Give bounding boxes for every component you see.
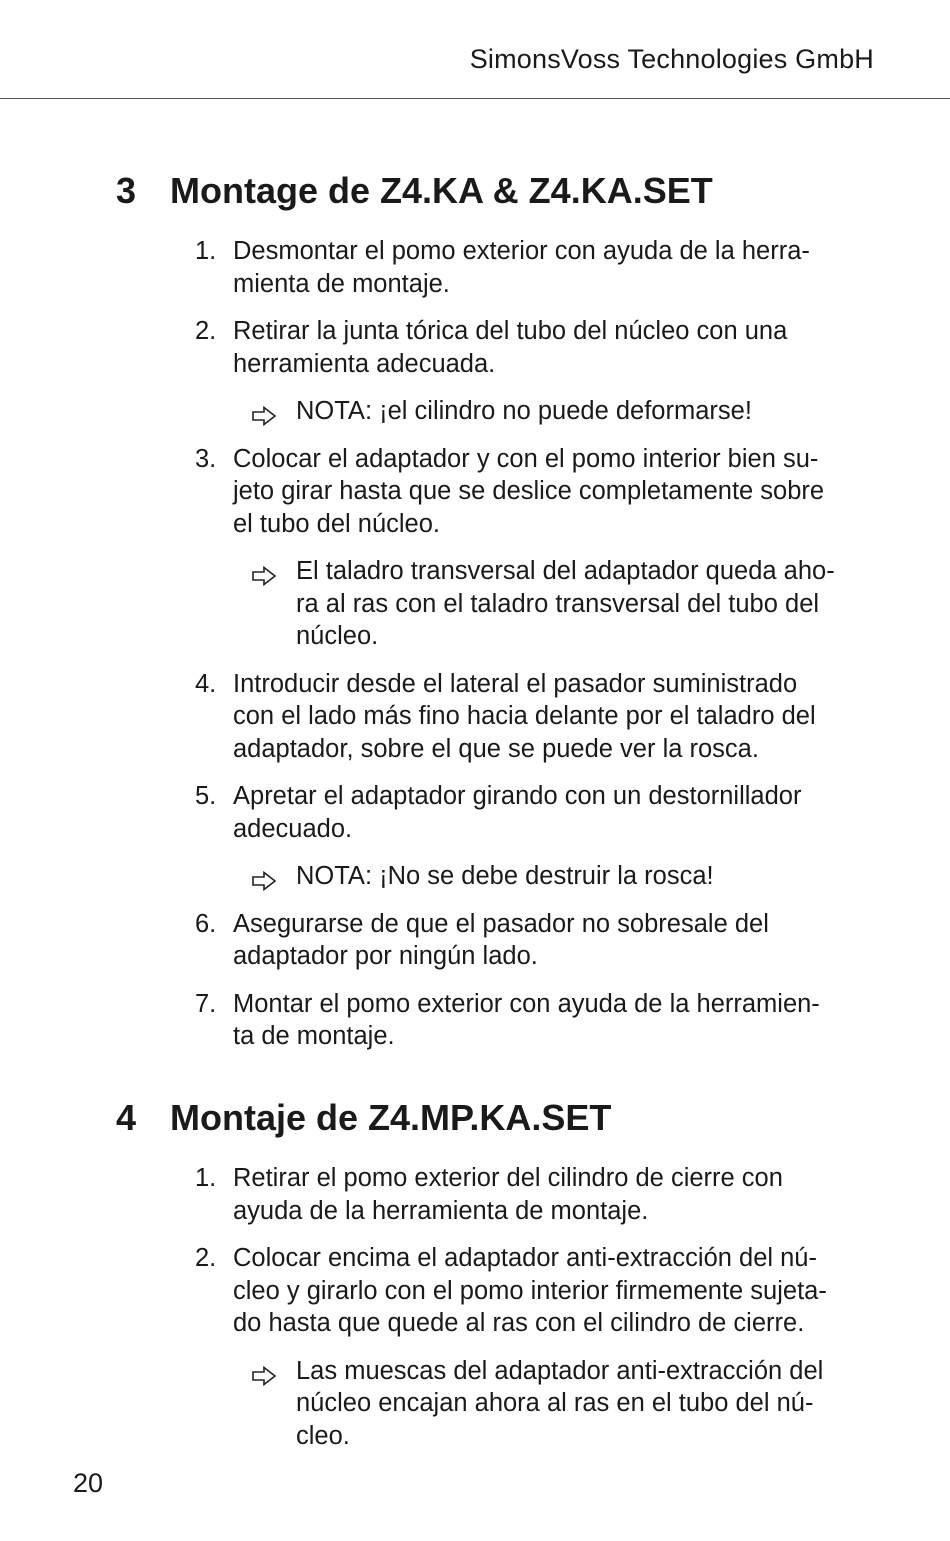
step-item xyxy=(0,780,893,845)
arrow-right-icon xyxy=(251,867,277,887)
section-number: 3 xyxy=(116,170,137,211)
arrow-right-icon xyxy=(251,402,277,422)
step-text: Asegurarse de que el pasador no sobresale del adaptador por ningún lado. xyxy=(233,909,769,970)
step-number: 5. xyxy=(195,782,217,810)
section-heading xyxy=(0,1097,950,1147)
step-item xyxy=(0,1162,893,1227)
note-item xyxy=(0,555,896,653)
step-number: 6. xyxy=(195,909,217,938)
step-text: Apretar el adaptador girando con un destornillador adecuado. xyxy=(233,782,802,843)
step-number: 1. xyxy=(195,1164,217,1192)
section-3 xyxy=(0,170,950,1053)
section-4 xyxy=(0,1097,950,1452)
page-number: 20 xyxy=(73,1468,104,1498)
note-item xyxy=(0,395,896,428)
step-text: Montar el pomo exterior con ayuda de la herramien- ta de montaje. xyxy=(233,989,820,1050)
step-item xyxy=(0,315,893,380)
section-number: 4 xyxy=(116,1097,137,1138)
step-item xyxy=(0,235,893,300)
step-item xyxy=(0,668,893,766)
step-text: Colocar encima el adaptador anti-extracción del nú- cleo y girarlo con el pomo interior firmemente sujeta- do hasta que quede al ras con el cilindro de cierre. xyxy=(233,1244,827,1337)
step-text: Desmontar el pomo exterior con ayuda de la herra- mienta de montaje. xyxy=(233,237,810,298)
section-title: Montage de Z4.KA & Z4.KA.SET xyxy=(170,170,713,211)
note-item xyxy=(0,860,896,893)
step-number: 1. xyxy=(195,237,217,265)
step-number: 7. xyxy=(195,989,217,1018)
section-title: Montaje de Z4.MP.KA.SET xyxy=(170,1097,612,1138)
note-text: NOTA: ¡No se debe destruir la rosca! xyxy=(296,862,714,890)
step-item xyxy=(0,443,893,541)
step-text: Introducir desde el lateral el pasador suministrado con el lado más fino hacia delante por el taladro del adaptador, sobre el que se puede ver la rosca. xyxy=(233,669,816,763)
note-text: El taladro transversal del adaptador queda aho- ra al ras con el taladro transversal del tubo del núcleo. xyxy=(296,557,835,650)
note-text: NOTA: ¡el cilindro no puede deformarse! xyxy=(296,397,752,425)
step-item xyxy=(0,908,893,973)
note-item xyxy=(0,1355,896,1453)
step-text: Retirar el pomo exterior del cilindro de cierre con ayuda de la herramienta de montaje. xyxy=(233,1164,783,1225)
note-text: Las muescas del adaptador anti-extracción del núcleo encajan ahora al ras en el tubo del nú- cleo. xyxy=(296,1356,824,1450)
step-number: 2. xyxy=(195,317,217,345)
step-item xyxy=(0,988,893,1053)
step-number: 2. xyxy=(195,1244,217,1272)
page-header xyxy=(0,0,950,99)
step-list xyxy=(0,235,950,1053)
step-number: 4. xyxy=(195,669,217,698)
step-text: Colocar el adaptador y con el pomo interior bien su- jeto girar hasta que se deslice completamente sobre el tubo del núcleo. xyxy=(233,444,825,538)
step-item xyxy=(0,1242,893,1340)
section-heading xyxy=(0,170,950,220)
arrow-right-icon xyxy=(251,1362,277,1382)
step-number: 3. xyxy=(195,444,217,473)
arrow-right-icon xyxy=(251,562,277,582)
step-text: Retirar la junta tórica del tubo del núcleo con una herramienta adecuada. xyxy=(233,317,788,378)
company-name: SimonsVoss Technologies GmbH xyxy=(469,44,874,74)
step-list xyxy=(0,1162,950,1452)
